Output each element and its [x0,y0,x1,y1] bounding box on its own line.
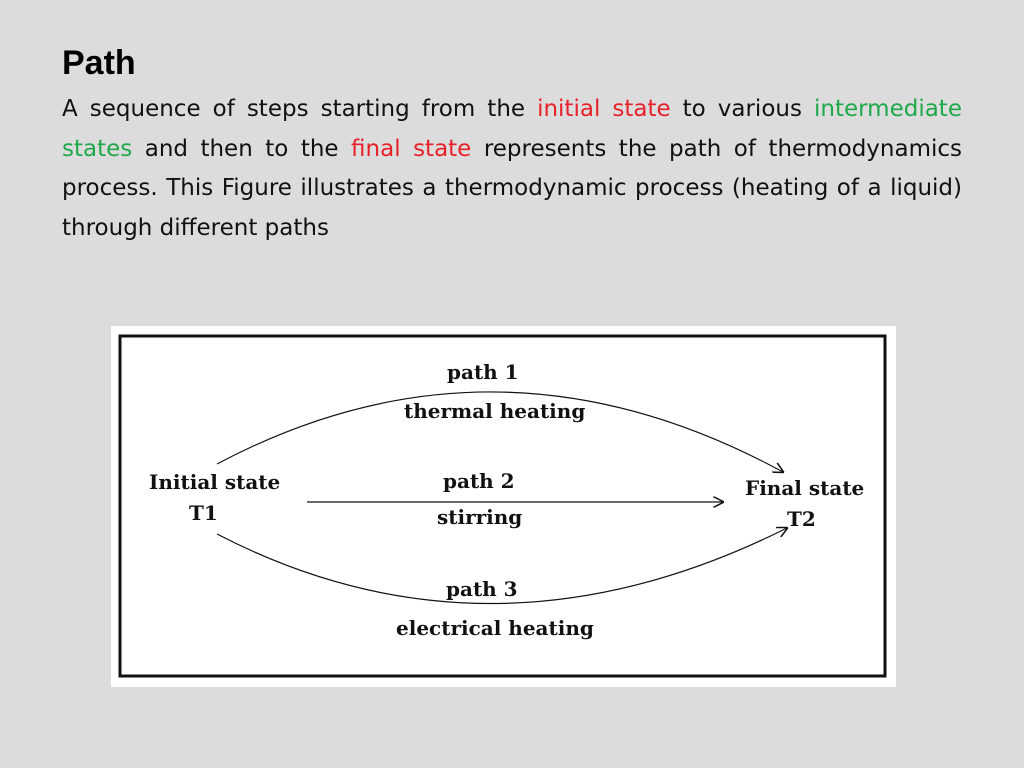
slide-paragraph [62,90,962,248]
path3-name: path 3 [446,577,518,601]
initial-state-label: Initial state [149,470,281,494]
path1-name: path 1 [447,360,519,384]
path-diagram [111,326,896,687]
path3-label: electrical heating [396,616,594,640]
final-state-temp: T2 [787,507,816,531]
intermediate-states-highlight: intermediate states [62,96,962,162]
paragraph-text: and then to the [132,135,352,162]
path1-label: thermal heating [404,399,586,423]
path2-name: path 2 [443,469,515,493]
initial-state-temp: T1 [189,501,218,525]
paragraph-text: A sequence of steps starting from the [62,96,538,122]
paragraph-text: represents the path of thermodynamics process. This Figure illustrates a thermodynamic process (heating of a liquid) through different paths [62,135,963,241]
initial-state-highlight: initial state [537,96,671,122]
slide-title: Path [62,44,136,82]
path-diagram-svg [111,326,896,687]
final-state-label: Final state [745,476,865,500]
paragraph-text: to various [670,96,814,122]
path2-label: stirring [437,505,523,529]
final-state-highlight: final state [351,135,472,162]
